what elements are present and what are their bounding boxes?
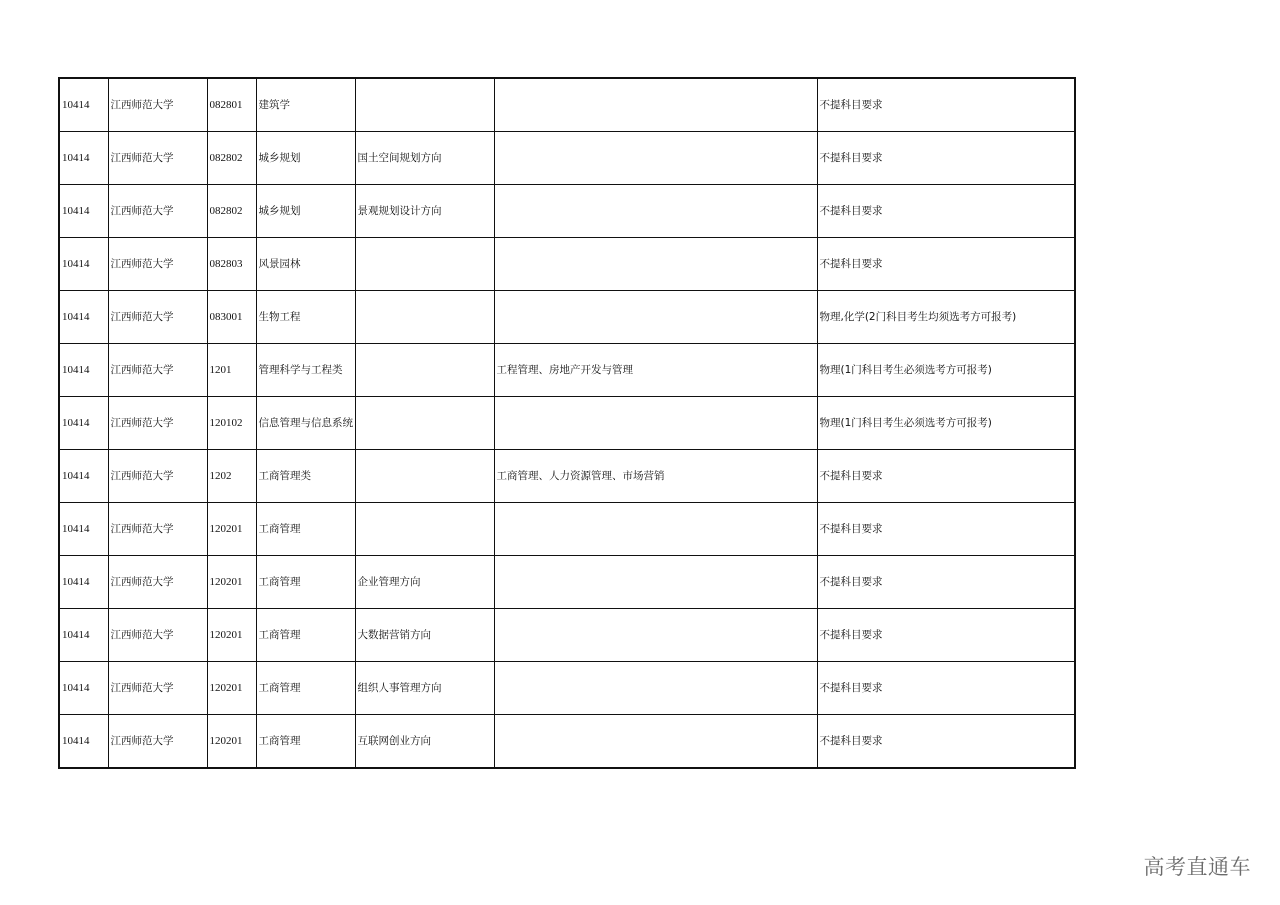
- school-code-cell: 10414: [59, 450, 108, 503]
- major-name-cell: 工商管理: [256, 715, 355, 769]
- table-row: [59, 132, 1075, 185]
- major-direction-cell: [355, 344, 494, 397]
- school-code-cell: 10414: [59, 238, 108, 291]
- subject-requirement-cell: 物理(1门科目考生必须选考方可报考): [817, 344, 1075, 397]
- subject-requirement-cell: 不提科目要求: [817, 609, 1075, 662]
- table-row: [59, 291, 1075, 344]
- table-row: [59, 609, 1075, 662]
- school-name-cell: 江西师范大学: [108, 397, 207, 450]
- school-name-cell: 江西师范大学: [108, 344, 207, 397]
- major-direction-cell: 企业管理方向: [355, 556, 494, 609]
- major-direction-cell: [355, 291, 494, 344]
- major-direction-cell: 景观规划设计方向: [355, 185, 494, 238]
- included-majors-cell: [494, 185, 817, 238]
- school-code-cell: 10414: [59, 662, 108, 715]
- table-row: [59, 503, 1075, 556]
- watermark-text: 高考直通车: [1143, 855, 1251, 879]
- major-direction-cell: [355, 503, 494, 556]
- major-name-cell: 管理科学与工程类: [256, 344, 355, 397]
- included-majors-cell: [494, 78, 817, 132]
- table-row: [59, 397, 1075, 450]
- school-code-cell: 10414: [59, 715, 108, 769]
- included-majors-cell: [494, 503, 817, 556]
- major-direction-cell: 组织人事管理方向: [355, 662, 494, 715]
- school-code-cell: 10414: [59, 556, 108, 609]
- included-majors-cell: [494, 662, 817, 715]
- subject-requirement-cell: 不提科目要求: [817, 556, 1075, 609]
- major-name-cell: 城乡规划: [256, 132, 355, 185]
- subject-requirement-cell: 不提科目要求: [817, 662, 1075, 715]
- subject-requirements-table: [58, 77, 1076, 769]
- table-body: [59, 78, 1075, 768]
- major-name-cell: 生物工程: [256, 291, 355, 344]
- major-code-cell: 082803: [207, 238, 256, 291]
- school-name-cell: 江西师范大学: [108, 609, 207, 662]
- major-name-cell: 工商管理: [256, 503, 355, 556]
- major-name-cell: 工商管理类: [256, 450, 355, 503]
- table-row: [59, 556, 1075, 609]
- major-code-cell: 1201: [207, 344, 256, 397]
- subject-requirement-cell: 不提科目要求: [817, 238, 1075, 291]
- major-code-cell: 120201: [207, 662, 256, 715]
- major-direction-cell: 互联网创业方向: [355, 715, 494, 769]
- table-row: [59, 344, 1075, 397]
- major-name-cell: 信息管理与信息系统: [256, 397, 355, 450]
- school-name-cell: 江西师范大学: [108, 185, 207, 238]
- major-code-cell: 120102: [207, 397, 256, 450]
- table-row: [59, 185, 1075, 238]
- major-direction-cell: [355, 238, 494, 291]
- major-code-cell: 120201: [207, 556, 256, 609]
- school-name-cell: 江西师范大学: [108, 78, 207, 132]
- major-code-cell: 082802: [207, 132, 256, 185]
- school-name-cell: 江西师范大学: [108, 132, 207, 185]
- major-direction-cell: 大数据营销方向: [355, 609, 494, 662]
- subject-requirement-cell: 不提科目要求: [817, 132, 1075, 185]
- school-name-cell: 江西师范大学: [108, 715, 207, 769]
- major-code-cell: 120201: [207, 609, 256, 662]
- included-majors-cell: [494, 291, 817, 344]
- school-code-cell: 10414: [59, 291, 108, 344]
- included-majors-cell: [494, 609, 817, 662]
- major-direction-cell: [355, 397, 494, 450]
- table-row: [59, 238, 1075, 291]
- subject-requirement-cell: 不提科目要求: [817, 78, 1075, 132]
- school-name-cell: 江西师范大学: [108, 238, 207, 291]
- school-code-cell: 10414: [59, 78, 108, 132]
- school-name-cell: 江西师范大学: [108, 450, 207, 503]
- subject-requirement-cell: 不提科目要求: [817, 503, 1075, 556]
- subject-requirement-cell: 物理(1门科目考生必须选考方可报考): [817, 397, 1075, 450]
- major-name-cell: 工商管理: [256, 556, 355, 609]
- school-code-cell: 10414: [59, 397, 108, 450]
- subject-requirement-cell: 不提科目要求: [817, 450, 1075, 503]
- school-code-cell: 10414: [59, 344, 108, 397]
- major-name-cell: 风景园林: [256, 238, 355, 291]
- included-majors-cell: [494, 715, 817, 769]
- major-name-cell: 建筑学: [256, 78, 355, 132]
- major-code-cell: 120201: [207, 715, 256, 769]
- school-code-cell: 10414: [59, 132, 108, 185]
- major-name-cell: 工商管理: [256, 662, 355, 715]
- school-name-cell: 江西师范大学: [108, 291, 207, 344]
- school-name-cell: 江西师范大学: [108, 662, 207, 715]
- school-code-cell: 10414: [59, 185, 108, 238]
- subject-requirement-cell: 不提科目要求: [817, 185, 1075, 238]
- major-direction-cell: [355, 78, 494, 132]
- major-code-cell: 083001: [207, 291, 256, 344]
- subject-requirement-cell: 不提科目要求: [817, 715, 1075, 769]
- school-name-cell: 江西师范大学: [108, 556, 207, 609]
- major-direction-cell: [355, 450, 494, 503]
- major-name-cell: 城乡规划: [256, 185, 355, 238]
- table-row: [59, 450, 1075, 503]
- school-name-cell: 江西师范大学: [108, 503, 207, 556]
- major-name-cell: 工商管理: [256, 609, 355, 662]
- included-majors-cell: 工程管理、房地产开发与管理: [494, 344, 817, 397]
- major-code-cell: 1202: [207, 450, 256, 503]
- school-code-cell: 10414: [59, 609, 108, 662]
- major-direction-cell: 国土空间规划方向: [355, 132, 494, 185]
- included-majors-cell: [494, 397, 817, 450]
- table-row: [59, 662, 1075, 715]
- table-row: [59, 78, 1075, 132]
- major-code-cell: 082801: [207, 78, 256, 132]
- school-code-cell: 10414: [59, 503, 108, 556]
- included-majors-cell: [494, 132, 817, 185]
- major-code-cell: 120201: [207, 503, 256, 556]
- major-code-cell: 082802: [207, 185, 256, 238]
- included-majors-cell: [494, 556, 817, 609]
- included-majors-cell: 工商管理、人力资源管理、市场营销: [494, 450, 817, 503]
- subject-requirement-cell: 物理,化学(2门科目考生均须选考方可报考): [817, 291, 1075, 344]
- table-row: [59, 715, 1075, 769]
- included-majors-cell: [494, 238, 817, 291]
